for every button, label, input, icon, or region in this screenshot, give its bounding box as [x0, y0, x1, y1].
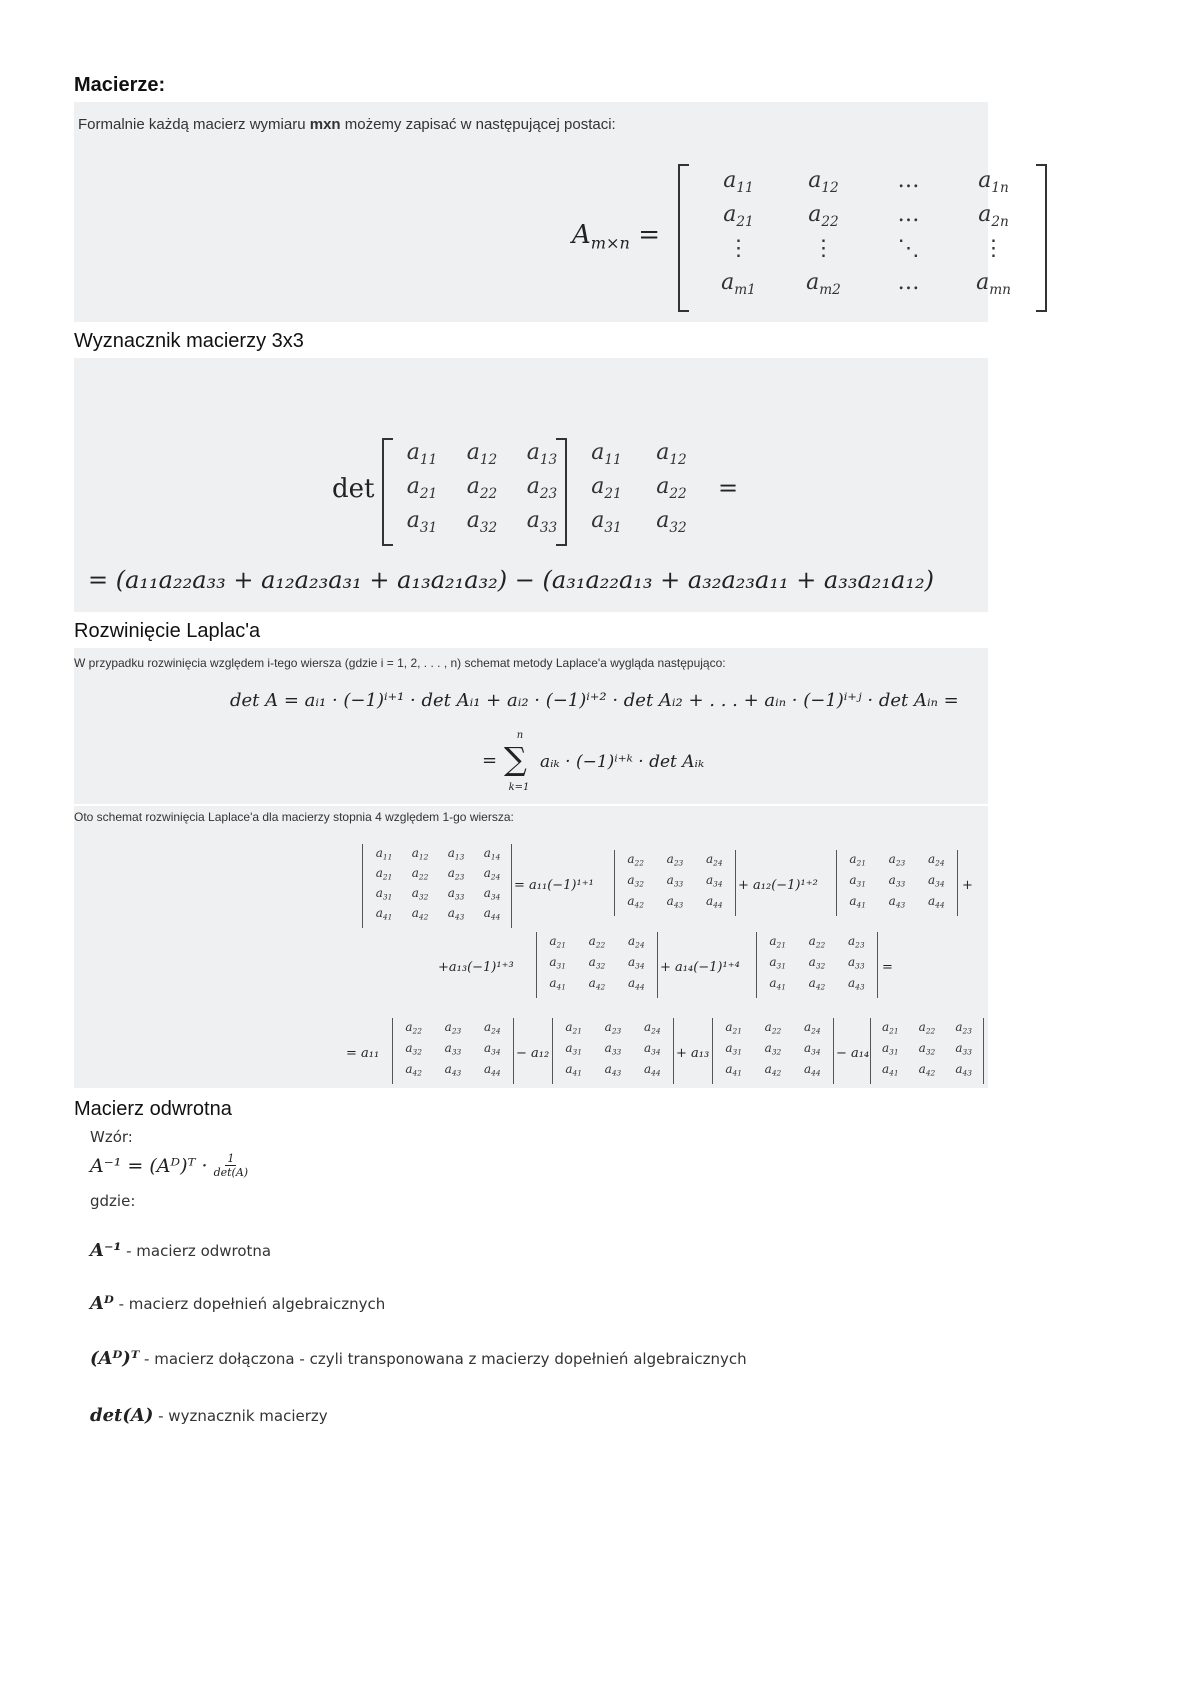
matrix-entry: $a_{42}$ [808, 976, 826, 992]
matrix-entry: $a_{21}$ [406, 474, 438, 502]
matrix-entry: $a_{12}$ [411, 846, 429, 862]
fraction-numerator: 1 [227, 1152, 235, 1165]
matrix-entry: $a_{32}$ [656, 508, 687, 536]
def-text: - macierz dopełnień algebraicznych [113, 1295, 386, 1313]
matrix-entry: $a_{34}$ [483, 886, 501, 902]
matrix-entry: $a_{43}$ [444, 1062, 462, 1078]
matrix-entry: $a_{23}$ [526, 474, 558, 502]
matrix-entry: $a_{22}$ [588, 934, 606, 950]
matrix-entry: $a_{33}$ [604, 1041, 622, 1057]
matrix-entry: $a_{13}$ [526, 440, 558, 468]
term-a12: + a₁₂(−1)¹⁺² [738, 878, 818, 893]
matrix-entry: $a_{11}$ [406, 440, 438, 468]
matrix-entry: … [897, 168, 920, 193]
term-a13: +a₁₃(−1)¹⁺³ [438, 960, 514, 975]
matrix-entry: $a_{13}$ [447, 846, 465, 862]
matrix-entry: $a_{32}$ [466, 508, 498, 536]
det3-matrix [392, 440, 572, 542]
matrix-entry: $a_{m2}$ [806, 270, 841, 298]
inverse-formula [90, 1152, 248, 1179]
matrix-entry: $a_{33}$ [848, 955, 865, 971]
matrix-entry: $a_{1n}$ [978, 168, 1009, 196]
det-label: det [332, 474, 375, 504]
matrix-entry: $a_{22}$ [656, 474, 687, 502]
def-symbol: (Aᴰ)ᵀ [90, 1348, 140, 1369]
r3-minor12 [554, 1020, 672, 1083]
matrix-entry: $a_{32}$ [764, 1041, 782, 1057]
matrix-entry: $a_{43}$ [447, 906, 465, 922]
matrix-entry: $a_{22}$ [627, 852, 644, 868]
matrix-entry: $a_{43}$ [666, 894, 684, 910]
matrix-entry: $a_{44}$ [928, 894, 945, 910]
matrix-entry: $a_{41}$ [849, 894, 866, 910]
matrix-entry: $a_{31}$ [406, 508, 438, 536]
matrix-entry: $a_{34}$ [706, 873, 723, 889]
sum-top: n [516, 730, 524, 741]
matrix-definition-panel [74, 102, 1011, 322]
matrix-entry: $a_{32}$ [918, 1041, 936, 1057]
section-title-det3: Wyznacznik macierzy 3x3 [74, 330, 304, 352]
matrix-entry: ⋮ [727, 236, 750, 261]
det3-eq: = [718, 474, 739, 502]
matrix-entry: $a_{31}$ [375, 886, 393, 902]
general-matrix [696, 168, 1036, 304]
matrix-entry: $a_{44}$ [804, 1062, 821, 1078]
matrix-entry: $a_{22}$ [764, 1020, 782, 1036]
definition-item [90, 1293, 385, 1314]
matrix-entry: $a_{43}$ [848, 976, 865, 992]
det-right-bracket [556, 438, 567, 546]
definition-item [90, 1405, 328, 1426]
def-symbol: Aᴰ [90, 1293, 114, 1314]
matrix-entry: $a_{44}$ [706, 894, 723, 910]
matrix-entry: $a_{42}$ [588, 976, 606, 992]
matrix-entry: $a_{22}$ [466, 474, 498, 502]
matrix-entry: $a_{23}$ [848, 934, 865, 950]
matrix-entry: $a_{34}$ [484, 1041, 501, 1057]
matrix-entry: $a_{44}$ [483, 906, 501, 922]
r3-a12: − a₁₂ [516, 1046, 550, 1061]
matrix-entry: $a_{42}$ [918, 1062, 936, 1078]
matrix-entry: ⋮ [812, 236, 835, 261]
matrix-entry: $a_{21}$ [882, 1020, 899, 1036]
matrix-intro: Formalnie każdą macierz wymiaru mxn możemy zapisać w następującej postaci: [78, 116, 616, 133]
minor12 [838, 852, 956, 915]
matrix-entry: $a_{31}$ [882, 1041, 899, 1057]
matrix-entry: $a_{34}$ [644, 1041, 661, 1057]
matrix-entry: $a_{41}$ [769, 976, 786, 992]
def-text: - macierz odwrotna [121, 1242, 272, 1260]
matrix-entry: $a_{21}$ [769, 934, 786, 950]
matrix-entry: $a_{23}$ [604, 1020, 622, 1036]
inverse-fraction [214, 1152, 249, 1179]
section-title-matrices: Macierze: [74, 74, 166, 96]
laplace-intro: W przypadku rozwinięcia względem i-tego wiersza (gdzie i = 1, 2, . . . , n) schemat metody Laplace'a wygląda następująco: [74, 656, 726, 670]
matrix-entry: $a_{42}$ [764, 1062, 782, 1078]
inverse-formula-main: A⁻¹ = (Aᴰ)ᵀ · [90, 1154, 208, 1177]
minor14 [758, 934, 876, 997]
fraction-denominator: det(A) [213, 1166, 249, 1179]
matrix-entry: $a_{41}$ [725, 1062, 742, 1078]
matrix-entry: ⋱ [897, 236, 920, 261]
matrix-entry: ⋮ [982, 236, 1005, 261]
matrix-entry: $a_{24}$ [804, 1020, 821, 1036]
matrix-entry: $a_{11}$ [723, 168, 754, 196]
matrix-entry: $a_{12}$ [466, 440, 498, 468]
where-label: gdzie: [90, 1192, 136, 1210]
matrix-entry: $a_{24}$ [644, 1020, 661, 1036]
r3-a13: + a₁₃ [676, 1046, 710, 1061]
formula-label: Wzór: [90, 1128, 133, 1146]
matrix-entry: $a_{43}$ [955, 1062, 972, 1078]
matrix-entry: $a_{34}$ [804, 1041, 821, 1057]
det3-panel [74, 358, 988, 612]
section-title-inverse: Macierz odwrotna [74, 1098, 232, 1120]
matrix-entry: $a_{41}$ [565, 1062, 582, 1078]
matrix-entry: $a_{44}$ [644, 1062, 661, 1078]
matrix-entry: $a_{12}$ [656, 440, 687, 468]
sum-prefix: = [482, 750, 498, 771]
def-text: - macierz dołączona - czyli transponowana z macierzy dopełnień algebraicznych [139, 1350, 747, 1368]
matrix-entry: $a_{31}$ [849, 873, 866, 889]
matrix-entry: $a_{22}$ [405, 1020, 422, 1036]
matrix-entry: $a_{42}$ [411, 906, 429, 922]
matrix-entry: $a_{21}$ [375, 866, 393, 882]
matrix-entry: $a_{24}$ [484, 1020, 501, 1036]
det3-expansion: = (a₁₁a₂₂a₃₃ + a₁₂a₂₃a₃₁ + a₁₃a₂₁a₃₂) − (a₃₁a₂₂a₁₃ + a₃₂a₂₃a₁₁ + a₃₃a₂₁a₁₂) [88, 566, 934, 594]
term-plus: + [962, 878, 973, 893]
matrix-entry: $a_{11}$ [591, 440, 622, 468]
matrix-entry: $a_{32}$ [627, 873, 644, 889]
matrix-entry: $a_{41}$ [882, 1062, 899, 1078]
matrix-entry: $a_{41}$ [549, 976, 566, 992]
matrix-entry: $a_{24}$ [706, 852, 723, 868]
sum-bottom: k=1 [508, 782, 530, 793]
matrix4 [366, 846, 510, 926]
sum-symbol: ∑ [504, 740, 527, 778]
matrix-entry: $a_{22}$ [808, 934, 826, 950]
matrix-entry: $a_{11}$ [375, 846, 393, 862]
r3-minor11 [394, 1020, 512, 1083]
minor13 [538, 934, 656, 997]
term-a11: = a₁₁(−1)¹⁺¹ [514, 878, 594, 893]
matrix-entry: $a_{2n}$ [978, 202, 1009, 230]
matrix-entry: $a_{21}$ [549, 934, 566, 950]
matrix-entry: $a_{mn}$ [976, 270, 1011, 298]
matrix-entry: $a_{34}$ [628, 955, 645, 971]
matrix-entry: $a_{41}$ [375, 906, 393, 922]
matrix-entry: $a_{32}$ [411, 886, 429, 902]
matrix-entry: $a_{33}$ [888, 873, 906, 889]
matrix-entry: $a_{42}$ [627, 894, 644, 910]
matrix-entry: $a_{34}$ [928, 873, 945, 889]
laplace4-panel [74, 806, 988, 1088]
matrix-entry: $a_{m1}$ [721, 270, 756, 298]
matrix-entry: $a_{14}$ [483, 846, 501, 862]
matrix-entry: $a_{21}$ [591, 474, 622, 502]
matrix-entry: $a_{31}$ [725, 1041, 742, 1057]
right-bracket [1036, 164, 1047, 312]
matrix-entry: $a_{31}$ [565, 1041, 582, 1057]
matrix-entry: $a_{43}$ [888, 894, 906, 910]
definition-item [90, 1240, 271, 1261]
laplace-panel [74, 648, 988, 804]
matrix-entry: $a_{31}$ [591, 508, 622, 536]
matrix-entry: $a_{33}$ [444, 1041, 462, 1057]
matrix-entry: $a_{23}$ [666, 852, 684, 868]
matrix-entry: $a_{42}$ [405, 1062, 422, 1078]
minor11 [616, 852, 734, 915]
matrix-entry: $a_{43}$ [604, 1062, 622, 1078]
matrix-entry: $a_{33}$ [447, 886, 465, 902]
matrix-entry: $a_{12}$ [808, 168, 839, 196]
matrix-entry: $a_{33}$ [955, 1041, 972, 1057]
term-a14: + a₁₄(−1)¹⁺⁴ [660, 960, 740, 975]
matrix-entry: $a_{44}$ [628, 976, 645, 992]
matrix-entry: $a_{33}$ [526, 508, 558, 536]
matrix-entry: $a_{31}$ [769, 955, 786, 971]
matrix-entry: $a_{24}$ [483, 866, 501, 882]
r3-minor14 [872, 1020, 982, 1083]
r3-minor13 [714, 1020, 832, 1083]
matrix-entry: $a_{23}$ [447, 866, 465, 882]
matrix-entry: $a_{24}$ [628, 934, 645, 950]
laplace4-intro: Oto schemat rozwinięcia Laplace'a dla macierzy stopnia 4 względem 1-go wiersza: [74, 810, 514, 824]
section-title-laplace: Rozwinięcie Laplac'a [74, 620, 261, 642]
matrix-entry: $a_{22}$ [918, 1020, 936, 1036]
matrix-entry: $a_{22}$ [808, 202, 839, 230]
def-symbol: A⁻¹ [90, 1240, 122, 1261]
matrix-lhs: $A_{m\times n}$ = [572, 220, 660, 253]
matrix-entry: $a_{21}$ [725, 1020, 742, 1036]
left-bracket [678, 164, 689, 312]
matrix-entry: $a_{44}$ [484, 1062, 501, 1078]
matrix-entry: $a_{23}$ [444, 1020, 462, 1036]
matrix-entry: $a_{32}$ [808, 955, 826, 971]
matrix-entry: $a_{31}$ [549, 955, 566, 971]
sum-body: aᵢₖ · (−1)ⁱ⁺ᵏ · det Aᵢₖ [540, 752, 705, 772]
matrix-entry: $a_{24}$ [928, 852, 945, 868]
det3-extra-columns [574, 440, 704, 542]
matrix-entry: $a_{32}$ [588, 955, 606, 971]
matrix-entry: $a_{21}$ [849, 852, 866, 868]
term-eq: = [882, 960, 893, 975]
matrix-entry: $a_{21}$ [565, 1020, 582, 1036]
matrix-entry: … [897, 202, 920, 227]
matrix-entry: $a_{23}$ [888, 852, 906, 868]
r3-a14: − a₁₄ [836, 1046, 870, 1061]
definition-item [90, 1348, 747, 1369]
matrix-entry: … [897, 270, 920, 295]
def-symbol: det(A) [90, 1405, 154, 1426]
matrix-entry: $a_{22}$ [411, 866, 429, 882]
laplace-formula-line1: det A = aᵢ₁ · (−1)ⁱ⁺¹ · det Aᵢ₁ + aᵢ₂ · (−1)ⁱ⁺² · det Aᵢ₂ + . . . + aᵢₙ · (−1)ⁱ⁺ʲ · det Aᵢₙ = [230, 690, 959, 711]
matrix-entry: $a_{32}$ [405, 1041, 422, 1057]
r3-a11: = a₁₁ [346, 1046, 380, 1061]
matrix-entry: $a_{21}$ [723, 202, 754, 230]
matrix-entry: $a_{33}$ [666, 873, 684, 889]
def-text: - wyznacznik macierzy [153, 1407, 328, 1425]
matrix-entry: $a_{23}$ [955, 1020, 972, 1036]
